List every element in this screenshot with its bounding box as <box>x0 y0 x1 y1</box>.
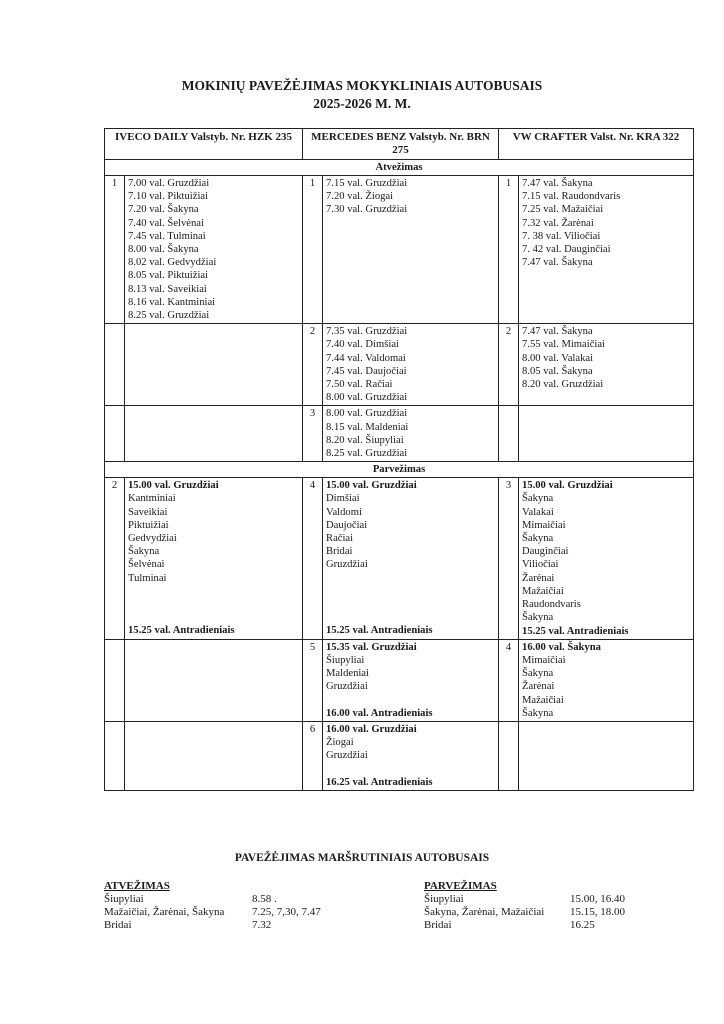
trip-cell <box>125 478 303 639</box>
route-times: 16.25 <box>570 919 595 931</box>
blank-line <box>128 598 299 611</box>
trip-cell <box>519 176 694 324</box>
trip-stop-time: 7. 42 val. Dauginčiai <box>522 244 611 256</box>
trip-stop: Tulminai <box>128 572 167 584</box>
trip-cell <box>125 176 303 324</box>
trip-stop-time: 8.15 val. Maldeniai <box>326 421 409 433</box>
table-row <box>105 406 694 462</box>
trip-end: 15.25 val. Antradieniais <box>522 625 629 637</box>
document-title: MOKINIŲ PAVEŽĖJIMAS MOKYKLINIAIS AUTOBUSAIS <box>181 78 543 93</box>
blank-line <box>326 585 495 598</box>
trip-cell <box>323 721 499 790</box>
trip-stop: Dauginčiai <box>522 546 569 558</box>
trip-cell <box>519 639 694 721</box>
trip-stop-time: 8.00 val. Valakai <box>522 352 594 364</box>
trip-number: 2 <box>303 324 323 406</box>
column-header-vw: VW CRAFTER Valst. Nr. KRA 322 <box>499 129 694 160</box>
trip-stop: Žiogai <box>326 737 354 749</box>
trip-stop: Šakyna <box>128 546 160 558</box>
route-buses-title: PAVEŽĖJIMAS MARŠRUTINIAIS AUTOBUSAIS <box>234 852 490 864</box>
trip-stop: Viliočiai <box>522 559 559 571</box>
trip-cell <box>519 324 694 406</box>
trip-stop-time: 7.45 val. Tulminai <box>128 230 206 242</box>
trip-stop-time: 7.25 val. Mažaičiai <box>522 204 604 216</box>
trip-cell <box>323 324 499 406</box>
trip-stop-time: 7.50 val. Račiai <box>326 379 393 391</box>
trip-cell <box>519 721 694 790</box>
column-header-mercedes: MERCEDES BENZ Valstyb. Nr. BRN 275 <box>303 129 499 160</box>
route-arrival-heading: ATVEŽIMAS <box>104 880 170 892</box>
trip-stop-time: 8.02 val. Gedvydžiai <box>128 257 217 269</box>
blank-line <box>326 572 495 585</box>
trip-number <box>105 639 125 721</box>
trip-stop-time: 7.20 val. Žiogai <box>326 191 394 203</box>
trip-stop-time: 7.47 val. Šakyna <box>522 326 593 338</box>
section-return: Parvežimas <box>105 462 694 478</box>
trip-stop: Daujočiai <box>326 519 368 531</box>
trip-cell <box>323 406 499 462</box>
trip-number: 4 <box>303 478 323 639</box>
trip-stop: Gedvydžiai <box>128 533 177 545</box>
trip-stop: Mimaičiai <box>522 519 566 531</box>
route-row <box>424 906 694 919</box>
trip-number <box>105 721 125 790</box>
trip-stop-time: 7. 38 val. Viliočiai <box>522 230 601 242</box>
trip-stop: Žarėnai <box>522 681 555 693</box>
blank-line <box>326 763 495 776</box>
table-header-row <box>105 129 694 160</box>
blank-line <box>326 598 495 611</box>
trip-end: 16.25 val. Antradieniais <box>326 776 433 788</box>
trip-number <box>499 721 519 790</box>
blank-line <box>128 585 299 598</box>
column-header-iveco: IVECO DAILY Valstyb. Nr. HZK 235 <box>105 129 303 160</box>
trip-start: 15.00 val. Gruzdžiai <box>128 480 219 492</box>
trip-stop-time: 7.40 val. Dimšiai <box>326 339 399 351</box>
trip-stop-time: 8.20 val. Šiupyliai <box>326 434 404 446</box>
trip-stop: Šakyna <box>522 668 554 680</box>
trip-start: 16.00 val. Gruzdžiai <box>326 723 417 735</box>
trip-stop-time: 7.15 val. Raudondvaris <box>522 191 621 203</box>
trip-stop: Dimšiai <box>326 493 360 505</box>
trip-start: 15.35 val. Gruzdžiai <box>326 641 417 653</box>
trip-stop: Gruzdžiai <box>326 750 368 762</box>
trip-cell <box>125 639 303 721</box>
trip-stop-time: 7.40 val. Šelvėnai <box>128 217 204 229</box>
blank-line <box>326 694 495 707</box>
trip-stop-time: 8.05 val. Piktuižiai <box>128 270 209 282</box>
blank-line <box>128 611 299 624</box>
trip-end: 15.25 val. Antradieniais <box>128 625 235 637</box>
trip-stop: Gruzdžiai <box>326 559 368 571</box>
trip-stop: Šakyna <box>522 493 554 505</box>
trip-number: 3 <box>499 478 519 639</box>
trip-number <box>105 406 125 462</box>
return-rows <box>105 478 694 791</box>
trip-stop: Raudondvaris <box>522 599 581 611</box>
trip-cell <box>323 639 499 721</box>
trip-start: 16.00 val. Šakyna <box>522 641 601 653</box>
trip-stop: Maldeniai <box>326 668 369 680</box>
route-times: 15.00, 16.40 <box>570 893 625 905</box>
route-place: Šakyna, Žarėnai, Mažaičiai <box>424 906 545 918</box>
trip-stop: Račiai <box>326 533 354 545</box>
trip-stop-time: 7.55 val. Mimaičiai <box>522 339 605 351</box>
trip-stop: Kantminiai <box>128 493 176 505</box>
route-place: Šiupyliai <box>104 893 144 905</box>
trip-stop-time: 7.35 val. Gruzdžiai <box>326 326 408 338</box>
trip-stop-time: 8.25 val. Gruzdžiai <box>128 310 210 322</box>
trip-cell <box>519 406 694 462</box>
table-row <box>105 721 694 790</box>
trip-stop-time: 8.16 val. Kantminiai <box>128 296 216 308</box>
trip-start: 15.00 val. Gruzdžiai <box>326 480 417 492</box>
trip-stop: Gruzdžiai <box>326 681 368 693</box>
route-row <box>104 893 354 906</box>
route-row <box>424 919 694 932</box>
trip-number: 5 <box>303 639 323 721</box>
trip-stop: Žarėnai <box>522 572 555 584</box>
trip-stop-time: 7.32 val. Žarėnai <box>522 217 594 229</box>
trip-number: 3 <box>303 406 323 462</box>
route-return-heading: PARVEŽIMAS <box>424 880 497 892</box>
route-row <box>424 893 694 906</box>
trip-stop: Valdomi <box>326 506 362 518</box>
route-place: Šiupyliai <box>424 893 464 905</box>
trip-cell <box>323 478 499 639</box>
table-row <box>105 478 694 639</box>
trip-number: 1 <box>105 176 125 324</box>
trip-number: 2 <box>499 324 519 406</box>
trip-stop: Saveikiai <box>128 506 168 518</box>
route-row <box>104 919 354 932</box>
school-bus-schedule-table <box>104 128 694 791</box>
trip-cell <box>125 406 303 462</box>
trip-number <box>105 324 125 406</box>
route-times: 8.58 . <box>252 893 277 905</box>
trip-stop: Šiupyliai <box>326 654 365 666</box>
table-row <box>105 639 694 721</box>
section-arrival: Atvežimas <box>105 160 694 176</box>
trip-start: 15.00 val. Gruzdžiai <box>522 480 613 492</box>
trip-number: 1 <box>499 176 519 324</box>
arrival-rows <box>105 176 694 462</box>
trip-stop: Šakyna <box>522 533 554 545</box>
blank-line <box>326 611 495 624</box>
trip-stop-time: 8.00 val. Gruzdžiai <box>326 408 408 420</box>
trip-stop-time: 7.45 val. Daujočiai <box>326 365 407 377</box>
trip-cell <box>125 324 303 406</box>
table-row <box>105 324 694 406</box>
trip-stop: Šelvėnai <box>128 559 165 571</box>
route-row <box>104 906 354 919</box>
trip-stop-time: 7.44 val. Valdomai <box>326 352 406 364</box>
trip-stop: Piktuižiai <box>128 519 169 531</box>
trip-stop: Valakai <box>522 506 554 518</box>
trip-stop-time: 8.20 val. Gruzdžiai <box>522 379 604 391</box>
trip-end: 15.25 val. Antradieniais <box>326 625 433 637</box>
trip-stop-time: 7.20 val. Šakyna <box>128 204 199 216</box>
trip-cell <box>519 478 694 639</box>
trip-stop-time: 7.10 val. Piktuižiai <box>128 191 209 203</box>
trip-stop: Šakyna <box>522 707 554 719</box>
trip-number: 1 <box>303 176 323 324</box>
school-year: 2025-2026 M. M. <box>313 96 411 111</box>
trip-stop-time: 7.47 val. Šakyna <box>522 178 593 189</box>
trip-stop: Mažaičiai <box>522 694 564 706</box>
route-return-block <box>424 880 694 932</box>
trip-stop-time: 8.05 val. Šakyna <box>522 365 593 377</box>
trip-number: 4 <box>499 639 519 721</box>
trip-stop-time: 7.15 val. Gruzdžiai <box>326 178 408 189</box>
trip-stop-time: 8.00 val. Šakyna <box>128 244 199 256</box>
trip-number <box>499 406 519 462</box>
trip-cell <box>125 721 303 790</box>
trip-stop-time: 8.25 val. Gruzdžiai <box>326 448 408 460</box>
trip-stop: Mažaičiai <box>522 585 564 597</box>
route-arrival-block <box>104 880 354 932</box>
trip-number: 2 <box>105 478 125 639</box>
trip-stop: Šakyna <box>522 612 554 624</box>
trip-stop-time: 7.00 val. Gruzdžiai <box>128 178 210 189</box>
route-place: Bridai <box>104 919 132 931</box>
trip-cell <box>323 176 499 324</box>
route-place: Bridai <box>424 919 452 931</box>
route-times: 15.15, 18.00 <box>570 906 625 918</box>
route-times: 7.32 <box>252 919 272 931</box>
trip-stop-time: 7.30 val. Gruzdžiai <box>326 204 408 216</box>
table-row <box>105 176 694 324</box>
trip-stop-time: 8.00 val. Gruzdžiai <box>326 392 408 404</box>
trip-end: 16.00 val. Antradieniais <box>326 707 433 719</box>
trip-stop: Mimaičiai <box>522 654 566 666</box>
trip-number: 6 <box>303 721 323 790</box>
trip-stop-time: 7.47 val. Šakyna <box>522 257 593 269</box>
trip-stop: Bridai <box>326 546 353 558</box>
trip-stop-time: 8.13 val. Saveikiai <box>128 283 207 295</box>
route-times: 7.25, 7,30, 7.47 <box>252 906 321 918</box>
route-place: Mažaičiai, Žarėnai, Šakyna <box>104 906 225 918</box>
